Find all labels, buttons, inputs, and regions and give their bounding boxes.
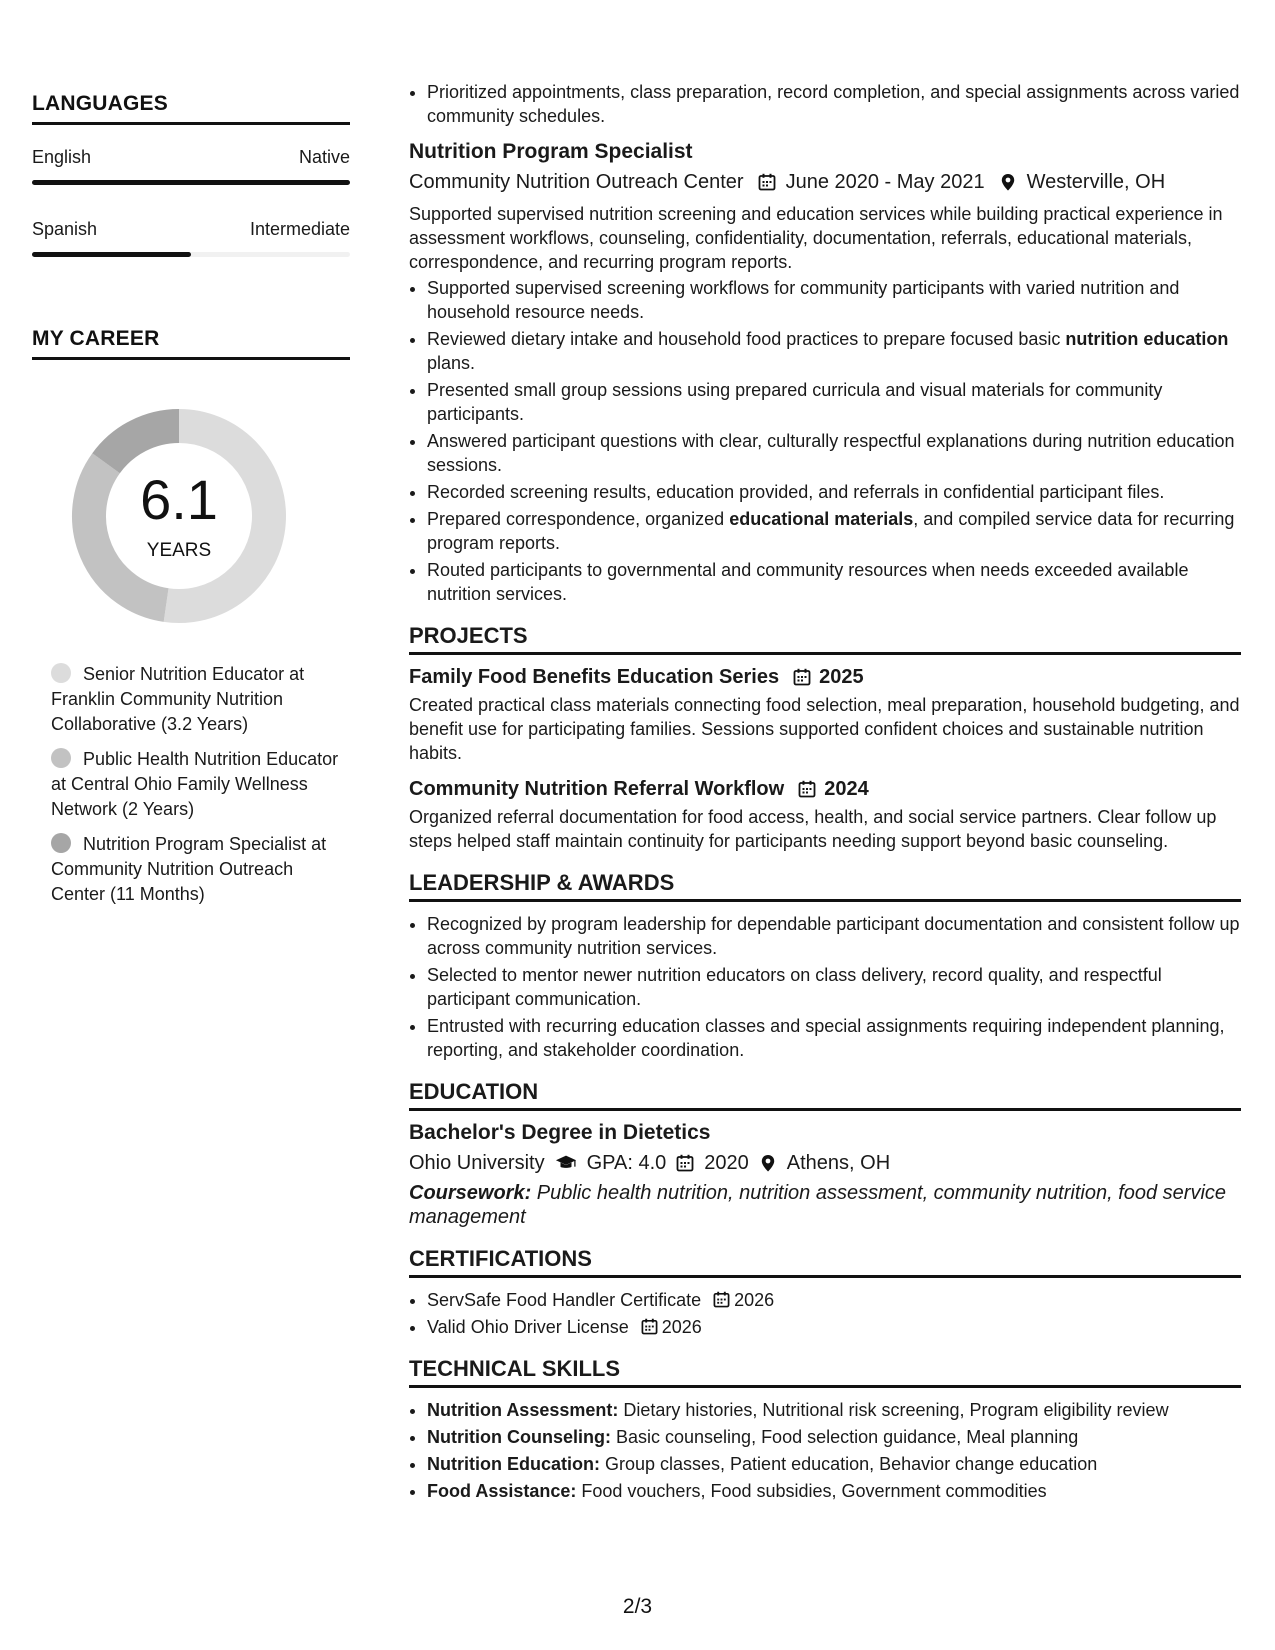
job-dates: June 2020 - May 2021 — [785, 171, 985, 193]
project-year: 2025 — [819, 666, 864, 688]
project-name: Community Nutrition Referral Workflow — [409, 778, 785, 800]
leadership-title: LEADERSHIP & AWARDS — [409, 871, 1241, 902]
cert-item: • Valid Ohio Driver License 2026 — [427, 1315, 1241, 1339]
calendar-icon — [641, 1318, 658, 1335]
language-bar — [32, 180, 350, 185]
project-year: 2024 — [824, 778, 869, 800]
career-title: MY CAREER — [32, 327, 350, 360]
legend-label: Public Health Nutrition Educator at Central Ohio Family Wellness Network (2 Years) — [51, 749, 339, 819]
legend-label: Senior Nutrition Educator at Franklin Community Nutrition Collaborative (3.2 Years) — [51, 664, 305, 734]
language-name: English — [32, 147, 92, 167]
job-title: Nutrition Program Specialist — [409, 140, 693, 163]
bullet-item: • Recognized by program leadership for dependable participant documentation and consistent follow up across community nutrition services. — [427, 912, 1241, 960]
page-number: 2/3 — [622, 1595, 653, 1618]
education-meta — [409, 1151, 1241, 1175]
bullet-item: • Selected to mentor newer nutrition educators on class delivery, record quality, and respectful participant communication. — [427, 963, 1241, 1011]
project-title — [409, 665, 1241, 689]
project-title — [409, 777, 1241, 801]
language-spanish — [32, 219, 350, 257]
right-column — [409, 80, 1241, 1506]
languages-title: LANGUAGES — [32, 92, 350, 125]
degree-title: Bachelor's Degree in Dietetics — [409, 1121, 711, 1144]
location-pin-icon — [759, 1154, 777, 1172]
language-english — [32, 147, 350, 185]
job-location: Westerville, OH — [1026, 171, 1166, 193]
project-description: Organized referral documentation for food access, health, and social service partners. Clear follow up steps helped staff maintain continuity for participants needing support beyond basic counseling. — [409, 807, 1217, 851]
skill-item: • Nutrition Education: Group classes, Patient education, Behavior change education — [427, 1452, 1241, 1476]
bullet-item: • Prioritized appointments, class preparation, record completion, and special assignments across varied community schedules. — [427, 80, 1241, 128]
language-bar — [32, 252, 350, 257]
bullet-item: • Recorded screening results, education provided, and referrals in confidential participant files. — [427, 480, 1241, 504]
job-meta — [409, 170, 1241, 194]
project-description: Created practical class materials connecting food selection, meal preparation, household budgeting, and benefit use for participating families. Sessions supported confident choices and sustainable nutrition habits. — [409, 695, 1240, 763]
career-legend-item — [51, 832, 341, 907]
career-years-label: YEARS — [146, 540, 212, 561]
career-legend — [51, 662, 341, 907]
skills-title: TECHNICAL SKILLS — [409, 1357, 1241, 1388]
skill-item: • Nutrition Counseling: Basic counseling, Food selection guidance, Meal planning — [427, 1425, 1241, 1449]
certifications-list — [409, 1288, 1241, 1339]
previous-job-bullets — [409, 80, 1241, 128]
calendar-icon — [676, 1154, 694, 1172]
graduation-year: 2020 — [704, 1152, 749, 1174]
career-legend-item — [51, 662, 341, 737]
language-level: Native — [298, 147, 350, 167]
school-location: Athens, OH — [786, 1152, 891, 1174]
career-legend-item — [51, 747, 341, 822]
certifications-title: CERTIFICATIONS — [409, 1247, 1241, 1278]
leadership-bullets — [409, 912, 1241, 1062]
career-donut-chart — [67, 404, 291, 628]
calendar-icon — [798, 780, 816, 798]
skills-list — [409, 1398, 1241, 1503]
legend-dot-icon — [51, 663, 71, 683]
language-bar-fill — [32, 252, 191, 257]
career-total-years: 6.1 — [140, 468, 218, 531]
bullet-item: • Prepared correspondence, organized educational materials, and compiled service data for recurring program reports. — [427, 507, 1241, 555]
coursework: Coursework: Public health nutrition, nutrition assessment, community nutrition, food service management — [409, 1182, 1227, 1228]
calendar-icon — [758, 173, 776, 191]
bullet-item: • Supported supervised screening workflows for community participants with varied nutrition and household resource needs. — [427, 276, 1241, 324]
calendar-icon — [793, 668, 811, 686]
graduation-cap-icon — [555, 1154, 577, 1172]
project-name: Family Food Benefits Education Series — [409, 666, 780, 688]
bullet-item: • Presented small group sessions using prepared curricula and visual materials for community participants. — [427, 378, 1241, 426]
donut-segment-3 — [106, 426, 179, 463]
language-level: Intermediate — [249, 219, 350, 239]
school-name: Ohio University — [409, 1152, 545, 1174]
bullet-item: • Entrusted with recurring education classes and special assignments requiring independent planning, reporting, and stakeholder coordination. — [427, 1014, 1241, 1062]
bullet-item: • Routed participants to governmental and community resources when needs exceeded available nutrition services. — [427, 558, 1241, 606]
projects-title: PROJECTS — [409, 624, 1241, 655]
bullet-item: • Reviewed dietary intake and household food practices to prepare focused basic nutrition education plans. — [427, 327, 1241, 375]
job-company: Community Nutrition Outreach Center — [409, 171, 744, 193]
location-pin-icon — [999, 173, 1017, 191]
job-bullets — [409, 276, 1241, 606]
calendar-icon — [713, 1291, 730, 1308]
language-name: Spanish — [32, 219, 98, 239]
left-column — [32, 92, 350, 917]
job-summary: Supported supervised nutrition screening and education services while building practical experience in assessment workflows, counseling, confidentiality, documentation, referrals, educational materials, correspondence, and recurring program reports. — [409, 204, 1223, 272]
skill-item: • Nutrition Assessment: Dietary histories, Nutritional risk screening, Program eligibility review — [427, 1398, 1241, 1422]
cert-item: • ServSafe Food Handler Certificate 2026 — [427, 1288, 1241, 1312]
language-bar-fill — [32, 180, 350, 185]
legend-dot-icon — [51, 748, 71, 768]
legend-label: Nutrition Program Specialist at Community Nutrition Outreach Center (11 Months) — [51, 834, 327, 904]
legend-dot-icon — [51, 833, 71, 853]
skill-item: • Food Assistance: Food vouchers, Food subsidies, Government commodities — [427, 1479, 1241, 1503]
gpa: GPA: 4.0 — [586, 1152, 667, 1174]
bullet-item: • Answered participant questions with clear, culturally respectful explanations during nutrition education sessions. — [427, 429, 1241, 477]
education-title: EDUCATION — [409, 1080, 1241, 1111]
